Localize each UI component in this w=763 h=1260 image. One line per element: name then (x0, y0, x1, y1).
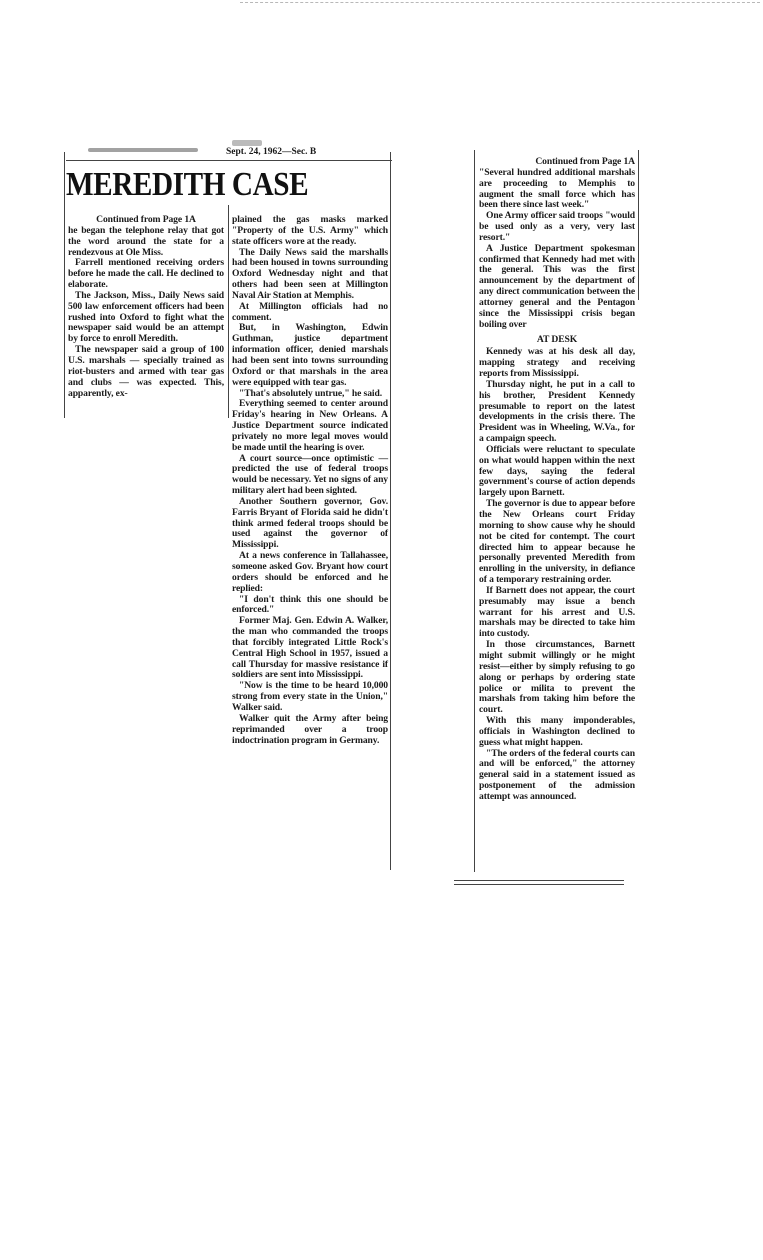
continued-from-label: Continued from Page 1A (96, 214, 196, 225)
article-column-2 (232, 215, 388, 746)
article-paragraph: The newspaper said a group of 100 U.S. marshals — specially trained as riot-busters and armed with tear gas and clubs — was expected. This, apparently, ex- (68, 344, 224, 399)
clipping-dateline: Sept. 24, 1962—Sec. B (226, 147, 317, 157)
article-paragraph: A Justice Department spokesman confirmed that Kennedy had met with the general. This was the first announcement by the department of any direct communication between the attorney general and the Pentagon since the Mississippi crisis began boiling over (479, 242, 635, 330)
right-clip-rule-left (474, 150, 475, 872)
continued-from-label-right: Continued from Page 1A (535, 156, 635, 167)
article-paragraph: But, in Washington, Edwin Guthman, justice department information officer, denied marshals had been sent into towns surrounding Oxford or that marshals in the area were equipped with tear gas. (232, 322, 388, 388)
column-rule-left (64, 152, 65, 418)
article-paragraph: Walker quit the Army after being reprimanded over a troop indoctrination program in Germany. (232, 712, 388, 746)
article-paragraph: "I don't think this one should be enforced." (232, 593, 388, 616)
ink-smudge (88, 148, 198, 152)
article-paragraph: Thursday night, he put in a call to his brother, President Kennedy presumable to report on the latest developments in the crisis there. The President was in Wheeling, W.Va., for a campaign speech. (479, 378, 635, 445)
article-paragraph: At a news conference in Tallahassee, someone asked Gov. Bryant how court orders should be enforced and he replied: (232, 550, 388, 594)
article-paragraph: plained the gas masks marked "Property of the U.S. Army" which state officers wore at the ready. (232, 214, 388, 247)
article-paragraph: Farrell mentioned receiving orders before he made the call. He declined to elaborate. (68, 257, 224, 291)
column-rule-middle (228, 205, 229, 418)
article-paragraph: he began the telephone relay that got the word around the state for a rendezvous at Ole Miss. (68, 224, 224, 258)
section-subhead: AT DESK (536, 333, 578, 345)
article-paragraph: Everything seemed to center around Friday's hearing in New Orleans. A Justice Department source indicated privately no more legal moves would be made until the hearing is over. (232, 398, 388, 453)
article-paragraph: Former Maj. Gen. Edwin A. Walker, the man who commanded the troops that forcibly integrated Little Rock's Central High School in 1957, issued a call Thursday for massive resistance if soldiers are sent into Mississippi. (232, 615, 388, 681)
article-paragraph: The Jackson, Miss., Daily News said 500 law enforcement officers had been rushed into Oxford to fight what the newspaper said would be an attempt by force to enroll Meredith. (68, 289, 224, 345)
article-paragraph: Officials were reluctant to speculate on what would happen within the next few days, saying the federal government's course of action depends largely upon Barnett. (479, 443, 635, 499)
column-rule-right (390, 152, 391, 870)
clipping-headline: MEREDITH CASE (66, 166, 309, 203)
article-paragraph: The Daily News said the marshalls had been housed in towns surrounding Oxford Wednesday night and that others had been seen at Millington Naval Air Station at Memphis. (232, 246, 388, 301)
article-paragraph: In those circumstances, Barnett might submit willingly or he might resist—either by simply refusing to go along or perhaps by ordering state police or milita to prevent the marshals from taking him before the court. (479, 639, 635, 716)
article-paragraph: One Army officer said troops "would be used only as a very, very last resort." (479, 210, 635, 243)
article-paragraph: "That's absolutely untrue," he said. (239, 387, 382, 399)
article-column-3 (479, 157, 635, 803)
article-column-1 (68, 215, 224, 399)
article-paragraph: "Now is the time to be heard 10,000 strong from every state in the Union," Walker said. (232, 680, 388, 713)
article-paragraph: If Barnett does not appear, the court presumably may issue a bench warrant for his arrest and U.S. marshals may be directed to take him into custody. (479, 584, 635, 640)
article-paragraph: With this many imponderables, officials in Washington declined to guess what might happen. (479, 715, 635, 748)
right-clip-bottom-rule-2 (454, 884, 624, 885)
ink-smudge (232, 140, 262, 146)
article-paragraph: At Millington officials had no comment. (232, 300, 388, 323)
header-rule (66, 160, 392, 161)
article-paragraph: Kennedy was at his desk all day, mapping strategy and receiving reports from Mississippi. (479, 346, 635, 380)
article-paragraph: The governor is due to appear before the New Orleans court Friday morning to show cause why he should not be cited for contempt. The court directed him to appear because he personally prevented Meredith from enrolling in the university, in defiance of a temporary restraining order. (479, 498, 635, 586)
page-top-border (240, 2, 760, 3)
article-paragraph: "The orders of the federal courts can and will be enforced," the attorney general said in a statement issued as postponement of the admission attempt was announced. (479, 747, 635, 802)
right-clip-bottom-rule (454, 880, 624, 881)
article-paragraph: A court source—once optimistic —predicted the use of federal troops would be necessary. Yet no signs of any military alert had been sighted. (232, 452, 388, 497)
article-paragraph: "Several hundred additional marshals are proceeding to Memphis to augment the small force which has been there since last week." (479, 166, 635, 211)
article-paragraph: Another Southern governor, Gov. Farris Bryant of Florida said he didn't think armed federal troops should be used against the governor of Mississippi. (232, 495, 388, 551)
right-clip-rule-right (638, 150, 639, 300)
